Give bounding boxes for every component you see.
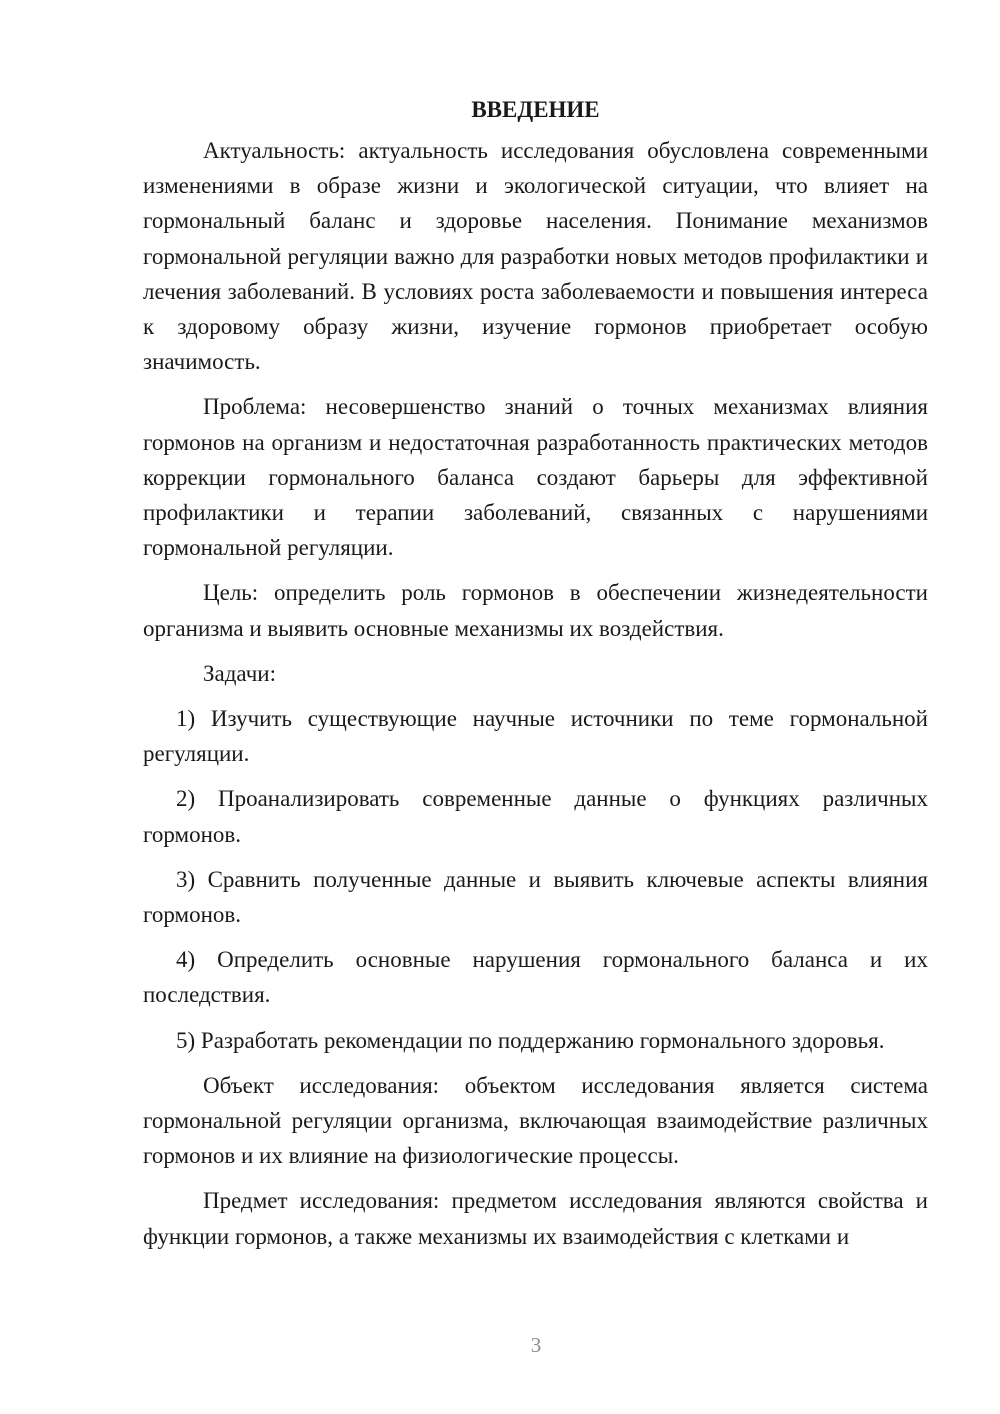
tasks-heading: Задачи: (203, 660, 276, 686)
section-title: ВВЕДЕНИЕ (471, 97, 600, 122)
document-page (143, 92, 928, 1254)
task-item-1: 1) Изучить существующие научные источники по теме гормональной регуляции. (143, 706, 928, 767)
paragraph-subject: Предмет исследования: предметом исследования являются свойства и функции гормонов, а также механизмы их взаимодействия с клетками и (143, 1188, 928, 1249)
task-item-2: 2) Проанализировать современные данные о функциях различных гормонов. (143, 786, 928, 847)
task-item-3: 3) Сравнить полученные данные и выявить ключевые аспекты влияния гормонов. (143, 866, 928, 928)
paragraph-relevance: Актуальность: актуальность исследования обусловлена современными изменениями в образе жизни и экологической ситуации, что влияет на гормональный баланс и здоровье населения. Понимание механизмов гормональной регуляции важно для разработки новых методов профилактики и лечения заболеваний. В условиях роста заболеваемости и повышения интереса к здоровому образу жизни, изучение гормонов приобретает особую значимость. (143, 138, 928, 375)
paragraph-problem: Проблема: несовершенство знаний о точных механизмах влияния гормонов на организм и недостаточная разработанность практических методов коррекции гормонального баланса создают барьеры для эффективной профилактики и терапии заболеваний, связанных с нарушениями гормональной регуляции. (143, 394, 928, 561)
paragraph-goal: Цель: определить роль гормонов в обеспечении жизнедеятельности организма и выявить основные механизмы их воздействия. (143, 580, 928, 641)
task-item-5: 5) Разработать рекомендации по поддержанию гормонального здоровья. (176, 1027, 885, 1053)
paragraph-object: Объект исследования: объектом исследования является система гормональной регуляции организма, включающая взаимодействие различных гормонов и их влияние на физиологические процессы. (143, 1072, 928, 1169)
page-number: 3 (530, 1333, 542, 1357)
task-item-4: 4) Определить основные нарушения гормонального баланса и их последствия. (143, 947, 928, 1008)
